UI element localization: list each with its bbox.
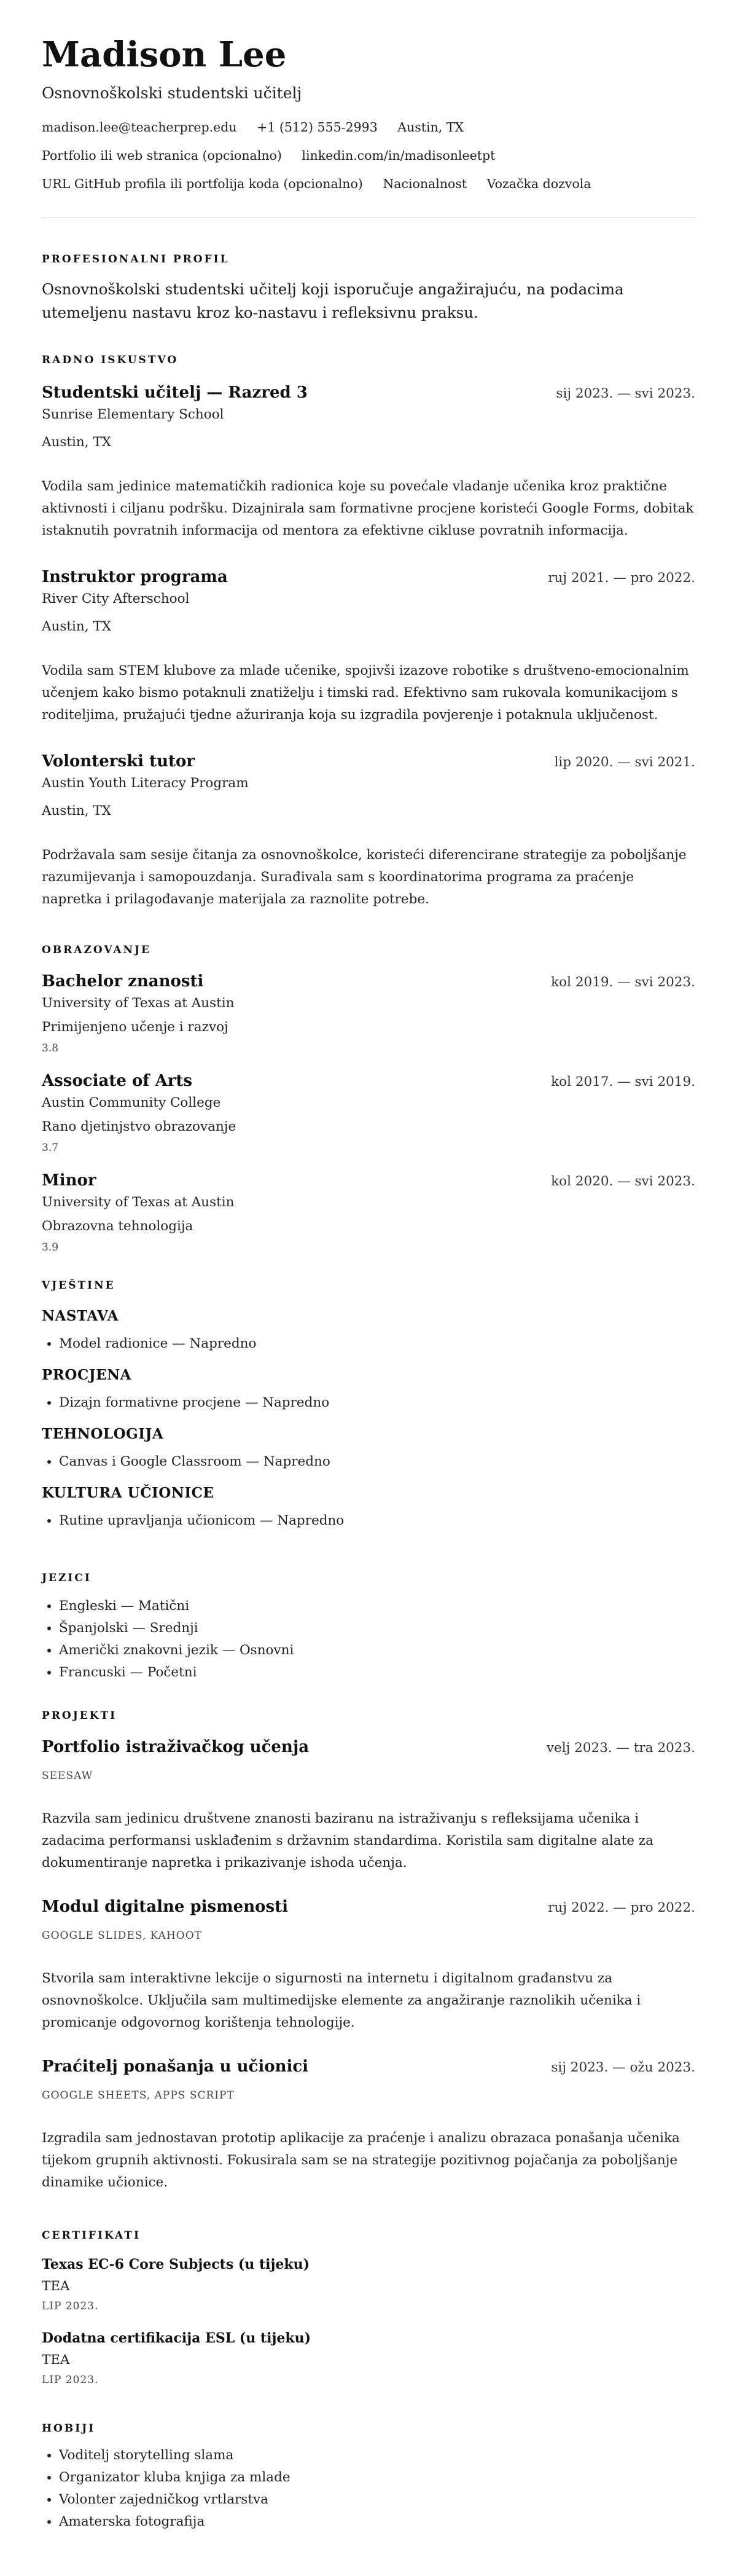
job-employer: Sunrise Elementary School bbox=[42, 407, 224, 422]
contact-nationality: Nacionalnost bbox=[383, 176, 467, 191]
gpa: 3.8 bbox=[42, 1042, 59, 1054]
contact-github[interactable]: URL GitHub profila ili portfolija koda (opcionalno) bbox=[42, 176, 363, 191]
certificates-heading: CERTIFIKATI bbox=[42, 2229, 141, 2242]
school-name: University of Texas at Austin bbox=[42, 1195, 235, 1210]
job-description: Vodila sam jedinice matematičkih radionica koje su povećale vladanje učenika kroz praktične aktivnosti i ciljanu podršku. Dizajnirala sam formativne procjene koristeći Google Forms, dobitak istaknutih povratnih informacija od mentora za efektivne cikluse povratnih informacija. bbox=[42, 479, 694, 538]
experience-item bbox=[42, 383, 695, 542]
project-description: Stvorila sam interaktivne lekcije o sigurnosti na internetu i digitalnom građanstvu za osnovnoškolce. Uključila sam multimedijske elemente za angažiranje raznolikih učenika i promicanje odgovornog korištenja tehnologije. bbox=[42, 1971, 641, 2030]
gpa: 3.9 bbox=[42, 1241, 59, 1254]
job-title: Volonterski tutor bbox=[42, 752, 195, 771]
skill-category-name: NASTAVA bbox=[42, 1308, 119, 1324]
resume-header bbox=[42, 36, 695, 218]
language-item: • Engleski — Matični bbox=[59, 1595, 695, 1617]
project-date: velj 2023. — tra 2023. bbox=[546, 1740, 695, 1756]
certificate-item bbox=[42, 2330, 695, 2386]
job-location: Austin, TX bbox=[42, 619, 112, 634]
skill-category bbox=[42, 1485, 695, 1532]
certificate-issuer: TEA bbox=[42, 2279, 70, 2294]
project-name: Portfolio istraživačkog učenja bbox=[42, 1738, 310, 1756]
job-date: ruj 2021. — pro 2022. bbox=[548, 570, 695, 586]
project-item bbox=[42, 2057, 695, 2194]
job-date: lip 2020. — svi 2021. bbox=[554, 755, 695, 770]
skill-category-name: KULTURA UČIONICE bbox=[42, 1485, 214, 1501]
project-date: ruj 2022. — pro 2022. bbox=[548, 1900, 695, 1915]
skill-item: • Canvas i Google Classroom — Napredno bbox=[59, 1451, 695, 1473]
degree-date: kol 2019. — svi 2023. bbox=[551, 975, 695, 990]
experience-section bbox=[42, 354, 695, 366]
certificate-issuer: TEA bbox=[42, 2352, 70, 2368]
hobbies-section bbox=[42, 2422, 695, 2533]
contact-email[interactable]: madison.lee@teacherprep.edu bbox=[42, 119, 237, 135]
education-item bbox=[42, 972, 695, 1054]
hobby-item: • Amaterska fotografija bbox=[59, 2511, 695, 2533]
skill-category bbox=[42, 1367, 695, 1414]
certificate-name: Texas EC-6 Core Subjects (u tijeku) bbox=[42, 2256, 310, 2272]
hobbies-heading: HOBIJI bbox=[42, 2422, 96, 2435]
job-date: sij 2023. — svi 2023. bbox=[556, 386, 695, 401]
skill-category-name: PROCJENA bbox=[42, 1367, 132, 1383]
education-item bbox=[42, 1072, 695, 1154]
gpa: 3.7 bbox=[42, 1142, 59, 1154]
skills-section bbox=[42, 1279, 695, 1292]
certificates-section bbox=[42, 2229, 695, 2242]
languages-section bbox=[42, 1572, 695, 1684]
school-name: University of Texas at Austin bbox=[42, 995, 235, 1011]
skill-category-name: TEHNOLOGIJA bbox=[42, 1426, 164, 1442]
contact-license: Vozačka dozvola bbox=[486, 176, 591, 191]
certificate-name: Dodatna certifikacija ESL (u tijeku) bbox=[42, 2330, 311, 2346]
project-name: Modul digitalne pismenosti bbox=[42, 1898, 288, 1916]
degree-title: Associate of Arts bbox=[42, 1072, 193, 1090]
skill-category bbox=[42, 1308, 695, 1355]
certificate-date: LIP 2023. bbox=[42, 2374, 99, 2386]
study-field: Primijenjeno učenje i razvoj bbox=[42, 1019, 228, 1035]
candidate-name: Madison Lee bbox=[42, 34, 287, 75]
summary-section bbox=[42, 253, 695, 324]
education-heading: OBRAZOVANJE bbox=[42, 944, 152, 956]
skills-heading: VJEŠTINE bbox=[42, 1279, 115, 1292]
experience-heading: RADNO ISKUSTVO bbox=[42, 354, 179, 366]
summary-heading: PROFESIONALNI PROFIL bbox=[42, 253, 230, 265]
summary-text: Osnovnoškolski studentski učitelj koji isporučuje angažirajuću, na podacima utemeljenu nastavu kroz ko-nastavu i refleksivnu praksu. bbox=[42, 280, 624, 321]
experience-item bbox=[42, 752, 695, 911]
study-field: Obrazovna tehnologija bbox=[42, 1219, 193, 1234]
skill-category bbox=[42, 1426, 695, 1473]
job-title: Instruktor programa bbox=[42, 568, 228, 586]
school-name: Austin Community College bbox=[42, 1095, 221, 1110]
contact-phone[interactable]: +1 (512) 555-2993 bbox=[257, 119, 378, 135]
contact-row-3 bbox=[42, 176, 695, 192]
contact-linkedin[interactable]: linkedin.com/in/madisonleetpt bbox=[302, 147, 496, 163]
project-tech: GOOGLE SHEETS, APPS SCRIPT bbox=[42, 2089, 235, 2102]
certificate-item bbox=[42, 2256, 695, 2312]
project-item bbox=[42, 1898, 695, 2034]
job-description: Podržavala sam sesije čitanja za osnovnoškolce, koristeći diferencirane strategije za poboljšanje razumijevanja i samopouzdanja. Surađivala sam s koordinatorima programa za praćenje napretka i prilagođavanje materijala za raznolite potrebe. bbox=[42, 847, 687, 907]
experience-item bbox=[42, 568, 695, 726]
language-item: • Američki znakovni jezik — Osnovni bbox=[59, 1639, 695, 1662]
projects-heading: PROJEKTI bbox=[42, 1710, 117, 1722]
job-location: Austin, TX bbox=[42, 434, 112, 450]
job-employer: River City Afterschool bbox=[42, 591, 190, 607]
project-description: Izgradila sam jednostavan prototip aplikacije za praćenje i analizu obrazaca ponašanja učenika tijekom grupnih aktivnosti. Fokusirala sam se na strategije pozitivnog pojačanja za poboljšanje dinamike učionice. bbox=[42, 2130, 680, 2190]
degree-title: Minor bbox=[42, 1171, 96, 1190]
projects-section bbox=[42, 1710, 695, 1722]
degree-date: kol 2017. — svi 2019. bbox=[551, 1074, 695, 1090]
skill-item: • Model radionice — Napredno bbox=[59, 1333, 695, 1355]
language-item: • Francuski — Početni bbox=[59, 1662, 695, 1684]
skill-item: • Rutine upravljanja učionicom — Napredno bbox=[59, 1510, 695, 1532]
job-location: Austin, TX bbox=[42, 803, 112, 819]
education-section bbox=[42, 944, 695, 956]
contact-portfolio[interactable]: Portfolio ili web stranica (opcionalno) bbox=[42, 147, 282, 163]
candidate-title: Osnovnoškolski studentski učitelj bbox=[42, 84, 302, 102]
job-description: Vodila sam STEM klubove za mlade učenike, spojivši izazove robotike s društveno-emocionalnim učenjem kako bismo potaknuli znatiželju i timski rad. Efektivno sam rukovala komunikacijom s roditeljima, pružajući tjedne ažuriranja koja su izgradila povjerenje i potaknula uključenost. bbox=[42, 663, 689, 723]
project-description: Razvila sam jedinicu društvene znanosti baziranu na istraživanju s refleksijama učenika i zadacima performansi usklađenim s državnim standardima. Koristila sam digitalne alate za dokumentiranje napretka i prikazivanje ishoda učenja. bbox=[42, 1811, 653, 1871]
job-title: Studentski učitelj — Razred 3 bbox=[42, 383, 308, 402]
project-name: Praćitelj ponašanja u učionici bbox=[42, 2057, 309, 2076]
certificate-date: LIP 2023. bbox=[42, 2300, 99, 2312]
languages-heading: JEZICI bbox=[42, 1572, 92, 1584]
hobby-item: • Organizator kluba knjiga za mlade bbox=[59, 2467, 695, 2489]
job-employer: Austin Youth Literacy Program bbox=[42, 776, 249, 791]
project-item bbox=[42, 1738, 695, 1874]
study-field: Rano djetinjstvo obrazovanje bbox=[42, 1119, 236, 1134]
hobby-item: • Voditelj storytelling slama bbox=[59, 2444, 695, 2467]
project-date: sij 2023. — ožu 2023. bbox=[551, 2060, 695, 2075]
contact-row-1 bbox=[42, 119, 695, 135]
language-item: • Španjolski — Srednji bbox=[59, 1617, 695, 1639]
project-tech: GOOGLE SLIDES, KAHOOT bbox=[42, 1930, 203, 1942]
degree-title: Bachelor znanosti bbox=[42, 972, 204, 991]
contact-location: Austin, TX bbox=[397, 119, 464, 135]
skill-item: • Dizajn formativne procjene — Napredno bbox=[59, 1392, 695, 1414]
contact-row-2 bbox=[42, 147, 695, 163]
hobby-item: • Volonter zajedničkog vrtlarstva bbox=[59, 2489, 695, 2511]
project-tech: SEESAW bbox=[42, 1770, 93, 1782]
degree-date: kol 2020. — svi 2023. bbox=[551, 1174, 695, 1189]
education-item bbox=[42, 1171, 695, 1254]
